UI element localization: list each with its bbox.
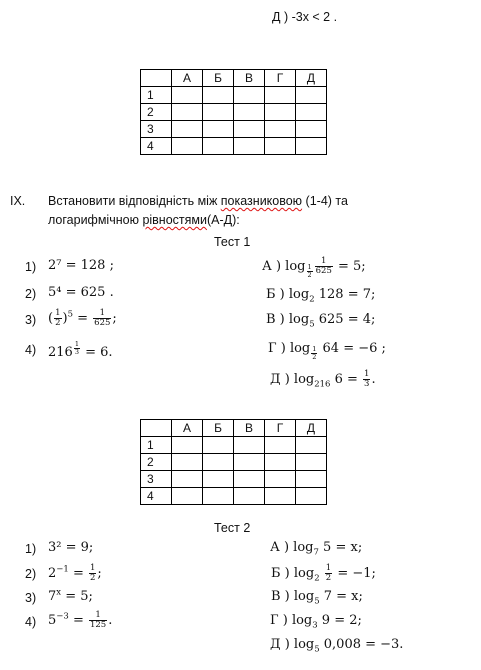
grid-cell[interactable]	[265, 471, 296, 488]
test1-equation-1: 2⁷ = 128 ;	[48, 258, 114, 273]
test1-equation-4: 216 $^{\frac{1}{3}}$ = 6.	[48, 340, 113, 361]
answer-grid-2	[140, 419, 327, 505]
grid-row-label: 4	[141, 138, 172, 155]
grid-cell[interactable]	[172, 471, 203, 488]
test2-equation-3: $7^x = 5$;	[48, 587, 93, 604]
grid-cell[interactable]	[172, 454, 203, 471]
grid-cell[interactable]	[172, 138, 203, 155]
grid-corner	[141, 420, 172, 437]
grid-cell[interactable]	[234, 121, 265, 138]
grid-row-label: 2	[141, 454, 172, 471]
grid-cell[interactable]	[203, 87, 234, 104]
grid-cell[interactable]	[172, 87, 203, 104]
grid-row-label: 2	[141, 104, 172, 121]
test2-equation-2: $2^{-1}$ = $\frac{1}{2}$ ;	[48, 563, 102, 583]
test2-equation-1: 3² = 9;	[48, 540, 94, 555]
test1-option-a: А ) log $_{\frac{1}{2}}$ $\frac{1}{625}$ = 5;	[262, 256, 366, 279]
test1-title: Тест 1	[214, 235, 251, 249]
grid-header: А	[172, 70, 203, 87]
grid-cell[interactable]	[234, 104, 265, 121]
grid-cell[interactable]	[296, 104, 327, 121]
grid-cell[interactable]	[265, 87, 296, 104]
grid-header: Б	[203, 70, 234, 87]
grid-cell[interactable]	[296, 138, 327, 155]
grid-row-label: 1	[141, 87, 172, 104]
test1-option-c: В ) $\log_5 625 = 4$;	[266, 312, 376, 330]
grid-cell[interactable]	[203, 488, 234, 505]
section-number: IX.	[10, 194, 26, 208]
grid-cell[interactable]	[203, 454, 234, 471]
grid-cell[interactable]	[234, 488, 265, 505]
grid-corner	[141, 70, 172, 87]
answer-grid-1	[140, 69, 327, 155]
item-number: 3)	[25, 313, 37, 327]
option-d-top-line: Д ) -3x < 2 .	[272, 10, 338, 24]
test1-option-d: Г ) log $_{\frac{1}{2}}$ 64 = −6 ;	[268, 341, 386, 361]
grid-cell[interactable]	[234, 471, 265, 488]
grid-row-label: 1	[141, 437, 172, 454]
grid-cell[interactable]	[172, 121, 203, 138]
test2-option-e: Д ) $\log_5 0,008 = -3$.	[270, 637, 404, 655]
test1-option-b: Б ) $\log_2 128 = 7$;	[266, 287, 376, 305]
grid-header: В	[234, 420, 265, 437]
grid-cell[interactable]	[265, 437, 296, 454]
grid-header: Г	[265, 70, 296, 87]
grid-cell[interactable]	[203, 437, 234, 454]
test2-title: Тест 2	[214, 521, 251, 535]
grid-cell[interactable]	[296, 454, 327, 471]
grid-header: В	[234, 70, 265, 87]
grid-cell[interactable]	[265, 488, 296, 505]
test1-equation-2: 5⁴ = 625 .	[48, 285, 114, 300]
grid-cell[interactable]	[265, 121, 296, 138]
grid-cell[interactable]	[234, 437, 265, 454]
grid-cell[interactable]	[265, 104, 296, 121]
test1-equation-3: ( $\frac{1}{2}$ )$^5$ = $\frac{1}{625}$ ;	[48, 308, 117, 328]
grid-cell[interactable]	[172, 104, 203, 121]
grid-cell[interactable]	[172, 437, 203, 454]
grid-header: Б	[203, 420, 234, 437]
grid-row-label: 3	[141, 121, 172, 138]
section-heading-line2: логарифмічною рівностями(А-Д):	[48, 213, 240, 227]
test2-option-b: Б ) $\log_2$ $\frac{1}{2}$ = −1;	[271, 563, 376, 584]
grid-cell[interactable]	[234, 454, 265, 471]
item-number: 4)	[25, 343, 37, 357]
grid-cell[interactable]	[234, 138, 265, 155]
grid-cell[interactable]	[203, 471, 234, 488]
grid-cell[interactable]	[203, 104, 234, 121]
grid-cell[interactable]	[296, 437, 327, 454]
grid-cell[interactable]	[296, 488, 327, 505]
grid-header: Г	[265, 420, 296, 437]
section-heading-line1: Встановити відповідність між показниковою (1-4) та	[48, 194, 348, 208]
test2-option-c: В ) $\log_5 7 = x$;	[271, 589, 363, 607]
grid-cell[interactable]	[203, 138, 234, 155]
grid-cell[interactable]	[203, 121, 234, 138]
grid-row-label: 3	[141, 471, 172, 488]
grid-cell[interactable]	[296, 471, 327, 488]
grid-header: А	[172, 420, 203, 437]
test2-option-a: А ) $\log_7 5 = x$;	[270, 540, 363, 558]
item-number: 2)	[25, 567, 37, 581]
item-number: 1)	[25, 260, 37, 274]
item-number: 3)	[25, 591, 37, 605]
grid-cell[interactable]	[265, 138, 296, 155]
grid-cell[interactable]	[234, 87, 265, 104]
item-number: 4)	[25, 615, 37, 629]
grid-header: Д	[296, 420, 327, 437]
grid-cell[interactable]	[172, 488, 203, 505]
grid-cell[interactable]	[265, 454, 296, 471]
item-number: 2)	[25, 287, 37, 301]
test1-option-e: Д ) $\log_{216} 6$ = $\frac{1}{3}$ .	[270, 369, 376, 390]
grid-row-label: 4	[141, 488, 172, 505]
test2-equation-4: $5^{-3}$ = $\frac{1}{125}$ .	[48, 610, 113, 630]
grid-cell[interactable]	[296, 121, 327, 138]
grid-header: Д	[296, 70, 327, 87]
item-number: 1)	[25, 542, 37, 556]
test2-option-d: Г ) $\log_3 9 = 2$;	[270, 613, 362, 631]
grid-cell[interactable]	[296, 87, 327, 104]
